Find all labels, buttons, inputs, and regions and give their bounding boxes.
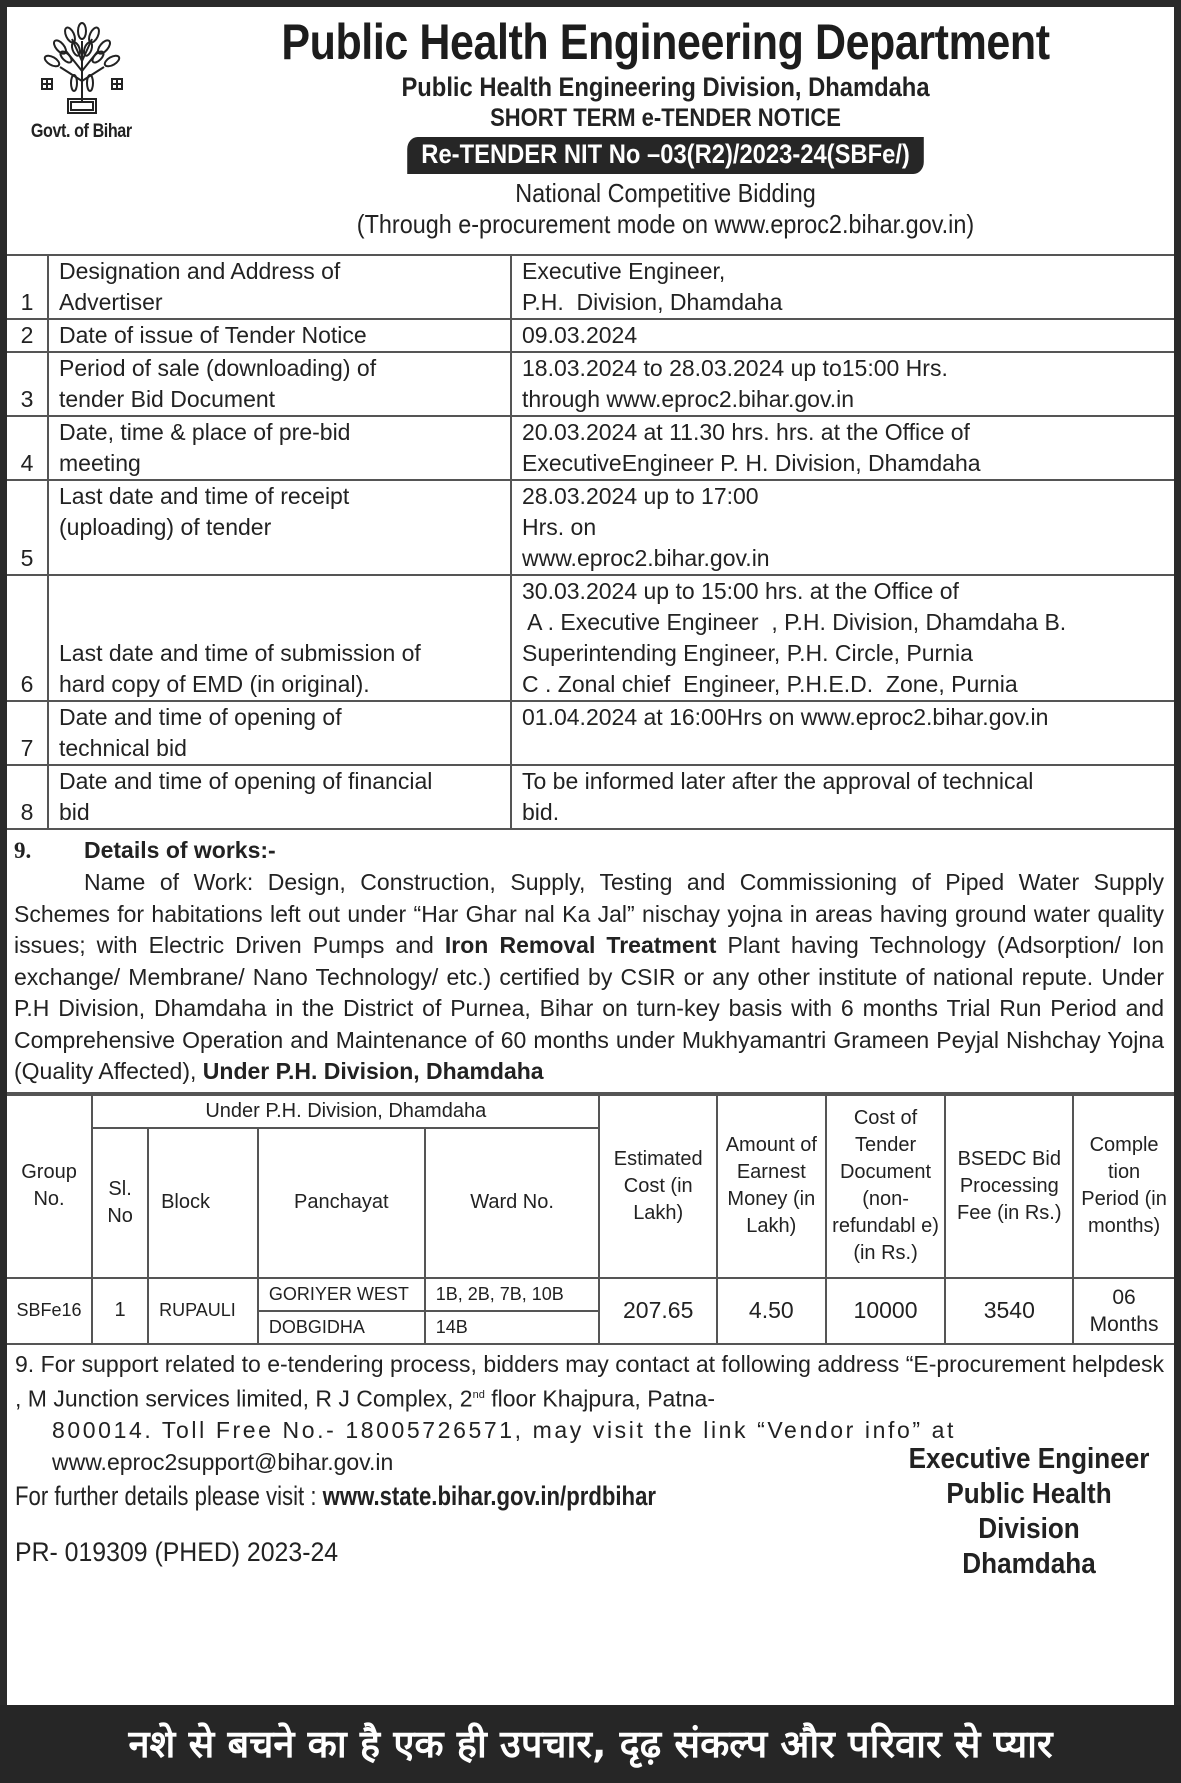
group-header-row-1	[7, 1095, 1174, 1128]
schedule-row-value	[511, 575, 1174, 701]
signatory-place: Dhamdaha	[962, 1548, 1096, 1581]
schedule-label-line: Date of issue of Tender Notice	[59, 322, 367, 348]
cell-tender-doc-cost: 10000	[826, 1278, 946, 1344]
cell-panchayat: GORIYER WEST	[258, 1278, 425, 1311]
works-number: 9.	[14, 838, 32, 863]
schedule-row-number: 5	[7, 480, 48, 575]
slogan-text: नशे से बचने का है एक ही उपचार, दृढ़ संकल्प और परिवार से प्यार	[128, 1722, 1053, 1766]
group-data-row	[7, 1278, 1174, 1311]
schedule-row-value	[511, 416, 1174, 480]
support-email-link[interactable]: www.eproc2support@bihar.gov.in	[52, 1448, 394, 1475]
schedule-value-line: through www.eproc2.bihar.gov.in	[522, 386, 854, 412]
schedule-label-line: technical bid	[59, 735, 187, 761]
th-panchayat: Panchayat	[258, 1128, 425, 1278]
schedule-value-line: Superintending Engineer, P.H. Circle, Purnia	[522, 640, 973, 666]
schedule-label-line: Advertiser	[59, 289, 163, 315]
schedule-row	[7, 575, 1174, 701]
signatory-block	[894, 1442, 1164, 1582]
anti-drug-slogan-banner	[0, 1705, 1181, 1783]
schedule-value-line: 01.04.2024 at 16:00Hrs on www.eproc2.bihar.gov.in	[522, 704, 1049, 730]
schedule-label-line: meeting	[59, 450, 141, 476]
cell-ward-no: 14B	[425, 1311, 600, 1344]
schedule-value-line: Executive Engineer,	[522, 258, 726, 284]
schedule-row-number: 2	[7, 319, 48, 352]
schedule-label-line: Date, time & place of pre-bid	[59, 419, 351, 445]
cell-panchayat: DOBGIDHA	[258, 1311, 425, 1344]
schedule-label-line: (uploading) of tender	[59, 514, 272, 540]
schedule-row	[7, 352, 1174, 416]
schedule-row-value	[511, 765, 1174, 829]
schedule-row-value	[511, 480, 1174, 575]
schedule-row-number: 6	[7, 575, 48, 701]
support-number: 9.	[15, 1350, 35, 1377]
notice-header	[7, 7, 1174, 256]
schedule-label-line: Last date and time of receipt	[59, 483, 350, 509]
schedule-value-line: C . Zonal chief Engineer, P.H.E.D. Zone, Purnia	[522, 671, 1018, 697]
schedule-value-line: ExecutiveEngineer P. H. Division, Dhamdaha	[522, 450, 981, 476]
schedule-row	[7, 765, 1174, 829]
schedule-row-number: 4	[7, 416, 48, 480]
schedule-value-line: 28.03.2024 up to 17:00	[522, 483, 759, 509]
schedule-value-line: P.H. Division, Dhamdaha	[522, 289, 783, 315]
pr-number: PR- 019309 (PHED) 2023-24	[15, 1537, 339, 1568]
schedule-label-line: Date and time of opening of financial	[59, 768, 433, 794]
schedule-row	[7, 416, 1174, 480]
th-block: Block	[148, 1128, 258, 1278]
nit-number-badge: Re-TENDER NIT No –03(R2)/2023-24(SBFe/)	[407, 137, 924, 174]
schedule-value-line: To be informed later after the approval of technical	[522, 768, 1034, 794]
cell-block: RUPAULI	[148, 1278, 258, 1344]
schedule-label-line: tender Bid Document	[59, 386, 276, 412]
works-text-1: Name of Work: Design, Construction, Supply, Testing and Commissioning of Piped Water Supply Schemes for habitations left out under “Har Ghar nal Ka Jal” nischay yojna in areas having ground water quality issues; with Electric Driven Pumps and	[14, 869, 1164, 958]
support-tollfree: 800014. Toll Free No.- 18005726571, may visit the link “Vendor info” at	[52, 1417, 956, 1444]
schedule-value-line: 18.03.2024 to 28.03.2024 up to15:00 Hrs.	[522, 355, 948, 381]
works-bold-division: Under P.H. Division, Dhamdaha	[202, 1058, 544, 1084]
schedule-row-value	[511, 256, 1174, 319]
schedule-value-line: 30.03.2024 up to 15:00 hrs. at the Office of	[522, 578, 959, 604]
schedule-value-line: Hrs. on	[522, 514, 597, 540]
schedule-value-line: 20.03.2024 at 11.30 hrs. hrs. at the Office of	[522, 419, 970, 445]
schedule-row-label	[48, 480, 511, 575]
procurement-mode: (Through e-procurement mode on www.eproc2.bihar.gov.in)	[356, 209, 975, 239]
schedule-label-line: Date and time of opening of	[59, 704, 342, 730]
cell-completion-period: 06 Months	[1073, 1278, 1174, 1344]
cell-estimated-cost: 207.65	[599, 1278, 717, 1344]
cell-bsedc-fee: 3540	[945, 1278, 1073, 1344]
further-details-label: For further details please visit :	[15, 1481, 323, 1512]
schedule-row-label	[48, 319, 511, 352]
signatory-title: Executive Engineer	[908, 1443, 1150, 1476]
schedule-label-line: bid	[59, 799, 90, 825]
schedule-value-line: 09.03.2024	[522, 322, 638, 348]
schedule-row-value	[511, 352, 1174, 416]
schedule-row-label	[48, 416, 511, 480]
works-bold-iron-removal: Iron Removal Treatment	[444, 932, 717, 958]
works-heading-text: Details of works:-	[84, 837, 276, 863]
schedule-row	[7, 701, 1174, 765]
schedule-value-line: bid.	[522, 799, 560, 825]
schedule-label-line: Period of sale (downloading) of	[59, 355, 377, 381]
th-division-span: Under P.H. Division, Dhamdaha	[92, 1095, 599, 1128]
schedule-row-number: 1	[7, 256, 48, 319]
th-sl-no: Sl. No	[92, 1128, 148, 1278]
schedule-row-label	[48, 765, 511, 829]
support-text-b: floor Khajpura, Patna-	[484, 1385, 715, 1412]
works-text-2: Plant having Technology (Adsorption/ Ion exchange/ Membrane/ Nano Technology/ etc.) certified by CSIR or any other institute of national repute. Under P.H Division, Dhamdaha in the District of Purnea, Bihar on turn-key basis with 6 months Trial Run Period and Comprehensive Operation and Maintenance of 60 months under Mukhyamantri Grameen Peyjal Nishchay Yojna (Quality Affected),	[14, 932, 1165, 1084]
schedule-value-line: www.eproc2.bihar.gov.in	[522, 545, 770, 571]
support-text: For support related to e-tendering process, bidders may contact at following address “E-procurement helpdesk , M Junction services limited, R J Complex, 2	[15, 1350, 1165, 1412]
schedule-label-line: hard copy of EMD (in original).	[59, 671, 370, 697]
notice-titles	[157, 7, 1174, 240]
schedule-row-number: 8	[7, 765, 48, 829]
notice-page	[7, 7, 1174, 1705]
th-bsedc-fee: BSEDC Bid Processing Fee (in Rs.)	[945, 1095, 1073, 1278]
further-details	[15, 1478, 656, 1514]
th-group-no: Group No.	[7, 1095, 92, 1278]
th-tender-doc-cost: Cost of Tender Document (non-refundabl e) (in Rs.)	[826, 1095, 946, 1278]
schedule-label-line: Last date and time of submission of	[59, 640, 421, 666]
schedule-row-label	[48, 256, 511, 319]
tender-schedule-table	[7, 256, 1174, 830]
schedule-row-number: 7	[7, 701, 48, 765]
bodhi-tree-emblem-icon	[36, 21, 128, 121]
department-title: Public Health Engineering Department	[281, 14, 1050, 70]
bihar-emblem	[19, 21, 144, 143]
cell-earnest-money: 4.50	[717, 1278, 826, 1344]
th-ward-no: Ward No.	[425, 1128, 600, 1278]
schedule-row-label	[48, 352, 511, 416]
cell-group-no: SBFe16	[7, 1278, 92, 1344]
works-heading	[14, 834, 1164, 867]
bidding-type: National Competitive Bidding	[515, 178, 816, 208]
schedule-row-label	[48, 701, 511, 765]
further-details-link[interactable]: www.state.bihar.gov.in/prdbihar	[322, 1481, 657, 1512]
th-earnest-money: Amount of Earnest Money (in Lakh)	[717, 1095, 826, 1278]
th-estimated-cost: Estimated Cost (in Lakh)	[599, 1095, 717, 1278]
schedule-row	[7, 319, 1174, 352]
schedule-row-label	[48, 575, 511, 701]
details-of-works	[7, 830, 1174, 1094]
schedule-row-value	[511, 319, 1174, 352]
works-description	[14, 867, 1164, 1088]
notice-type: SHORT TERM e-TENDER NOTICE	[490, 104, 841, 132]
govt-of-bihar-caption: Govt. of Bihar	[31, 121, 132, 142]
division-title: Public Health Engineering Division, Dhamdaha	[401, 72, 930, 102]
support-sup: nd	[472, 1389, 485, 1401]
schedule-row	[7, 256, 1174, 319]
schedule-label-line: Designation and Address of	[59, 258, 341, 284]
cell-sl-no: 1	[92, 1278, 148, 1344]
schedule-value-line: A . Executive Engineer , P.H. Division, Dhamdaha B.	[522, 609, 1067, 635]
th-completion-period: Comple tion Period (in months)	[1073, 1095, 1174, 1278]
schedule-row	[7, 480, 1174, 575]
schedule-row-value	[511, 701, 1174, 765]
group-details-table	[7, 1094, 1174, 1345]
signatory-division: Public Health Division	[946, 1478, 1112, 1546]
cell-ward-no: 1B, 2B, 7B, 10B	[425, 1278, 600, 1311]
schedule-row-number: 3	[7, 352, 48, 416]
